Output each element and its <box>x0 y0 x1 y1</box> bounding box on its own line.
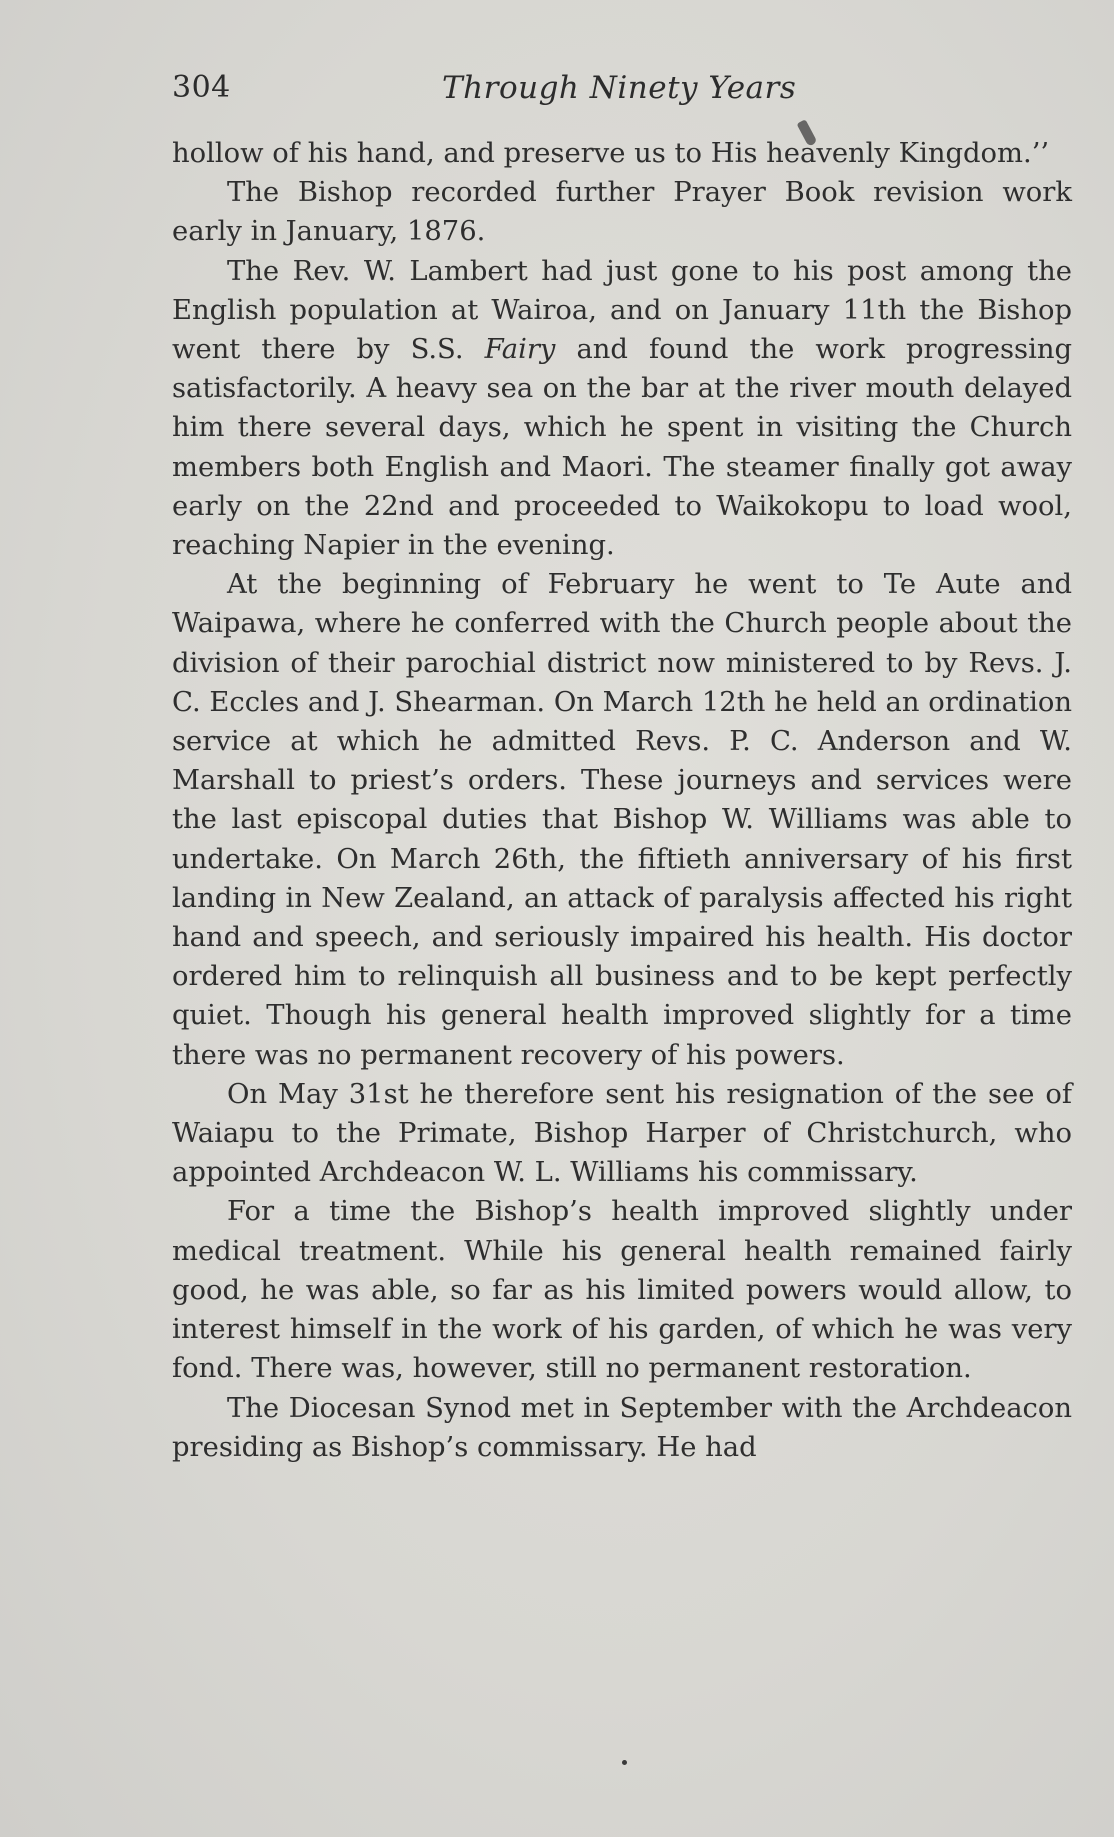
page-number: 304 <box>172 70 231 105</box>
paragraph-synod: The Diocesan Synod met in September with the Archdeacon presiding as Bishop’s commissary. He had <box>172 1392 1072 1463</box>
paragraph-february: At the beginning of February he went to Te Aute and Waipawa, where he conferred with the Church people about the division of their parochial district now ministered to by Revs. J. C. Eccles and J. Shearman. On March 12th he held an ordination service at which he admitted Revs. P. C. Anderson and W. Marshall to priest’s orders. These journeys and services were the last episcopal duties that Bishop W. Williams was able to undertake. On March 26th, the fiftieth anniversary of his first landing in New Zealand, an attack of paralysis affected his right hand and speech, and seriously impaired his health. His doctor ordered him to relinquish all business and to be kept perfectly quiet. Though his general health improved slightly for a time there was no permanent recovery of his powers. <box>172 569 1072 1071</box>
page-header <box>172 70 1072 112</box>
wairoa-text-before: The Rev. W. Lambert had just gone to his post among the English population at Wairoa, and on January 11th the Bishop went there by S.S. <box>172 255 1072 366</box>
wairoa-text-after: and found the work progressing satisfactorily. A heavy sea on the bar at the river mouth delayed him there several days, which he spent in visiting the Church members both English and Maori. The steamer finally got away early on the 22nd and proceeded to Waikokopu to load wool, reaching Napier in the evening. <box>172 334 1072 562</box>
paragraph-continued: hollow of his hand, and preserve us to His heavenly Kingdom.’’ <box>172 138 1050 169</box>
running-title: Through Ninety Years <box>442 70 797 106</box>
ship-name: Fairy <box>484 334 556 366</box>
paragraph-wairoa <box>172 252 1072 566</box>
paragraph-resignation: On May 31st he therefore sent his resignation of the see of Waiapu to the Primate, Bishop Harper of Christchurch, who appointed Archdeacon W. L. Williams his commissary. <box>172 1078 1072 1189</box>
body-text <box>172 134 1072 1467</box>
page-speck <box>622 1760 627 1765</box>
paragraph-prayer-book: The Bishop recorded further Prayer Book revision work early in January, 1876. <box>172 177 1072 248</box>
paragraph-health: For a time the Bishop’s health improved slightly under medical treatment. While his general health remained fairly good, he was able, so far as his limited powers would allow, to interest himself in the work of his garden, of which he was very fond. There was, however, still no permanent restoration. <box>172 1196 1072 1385</box>
